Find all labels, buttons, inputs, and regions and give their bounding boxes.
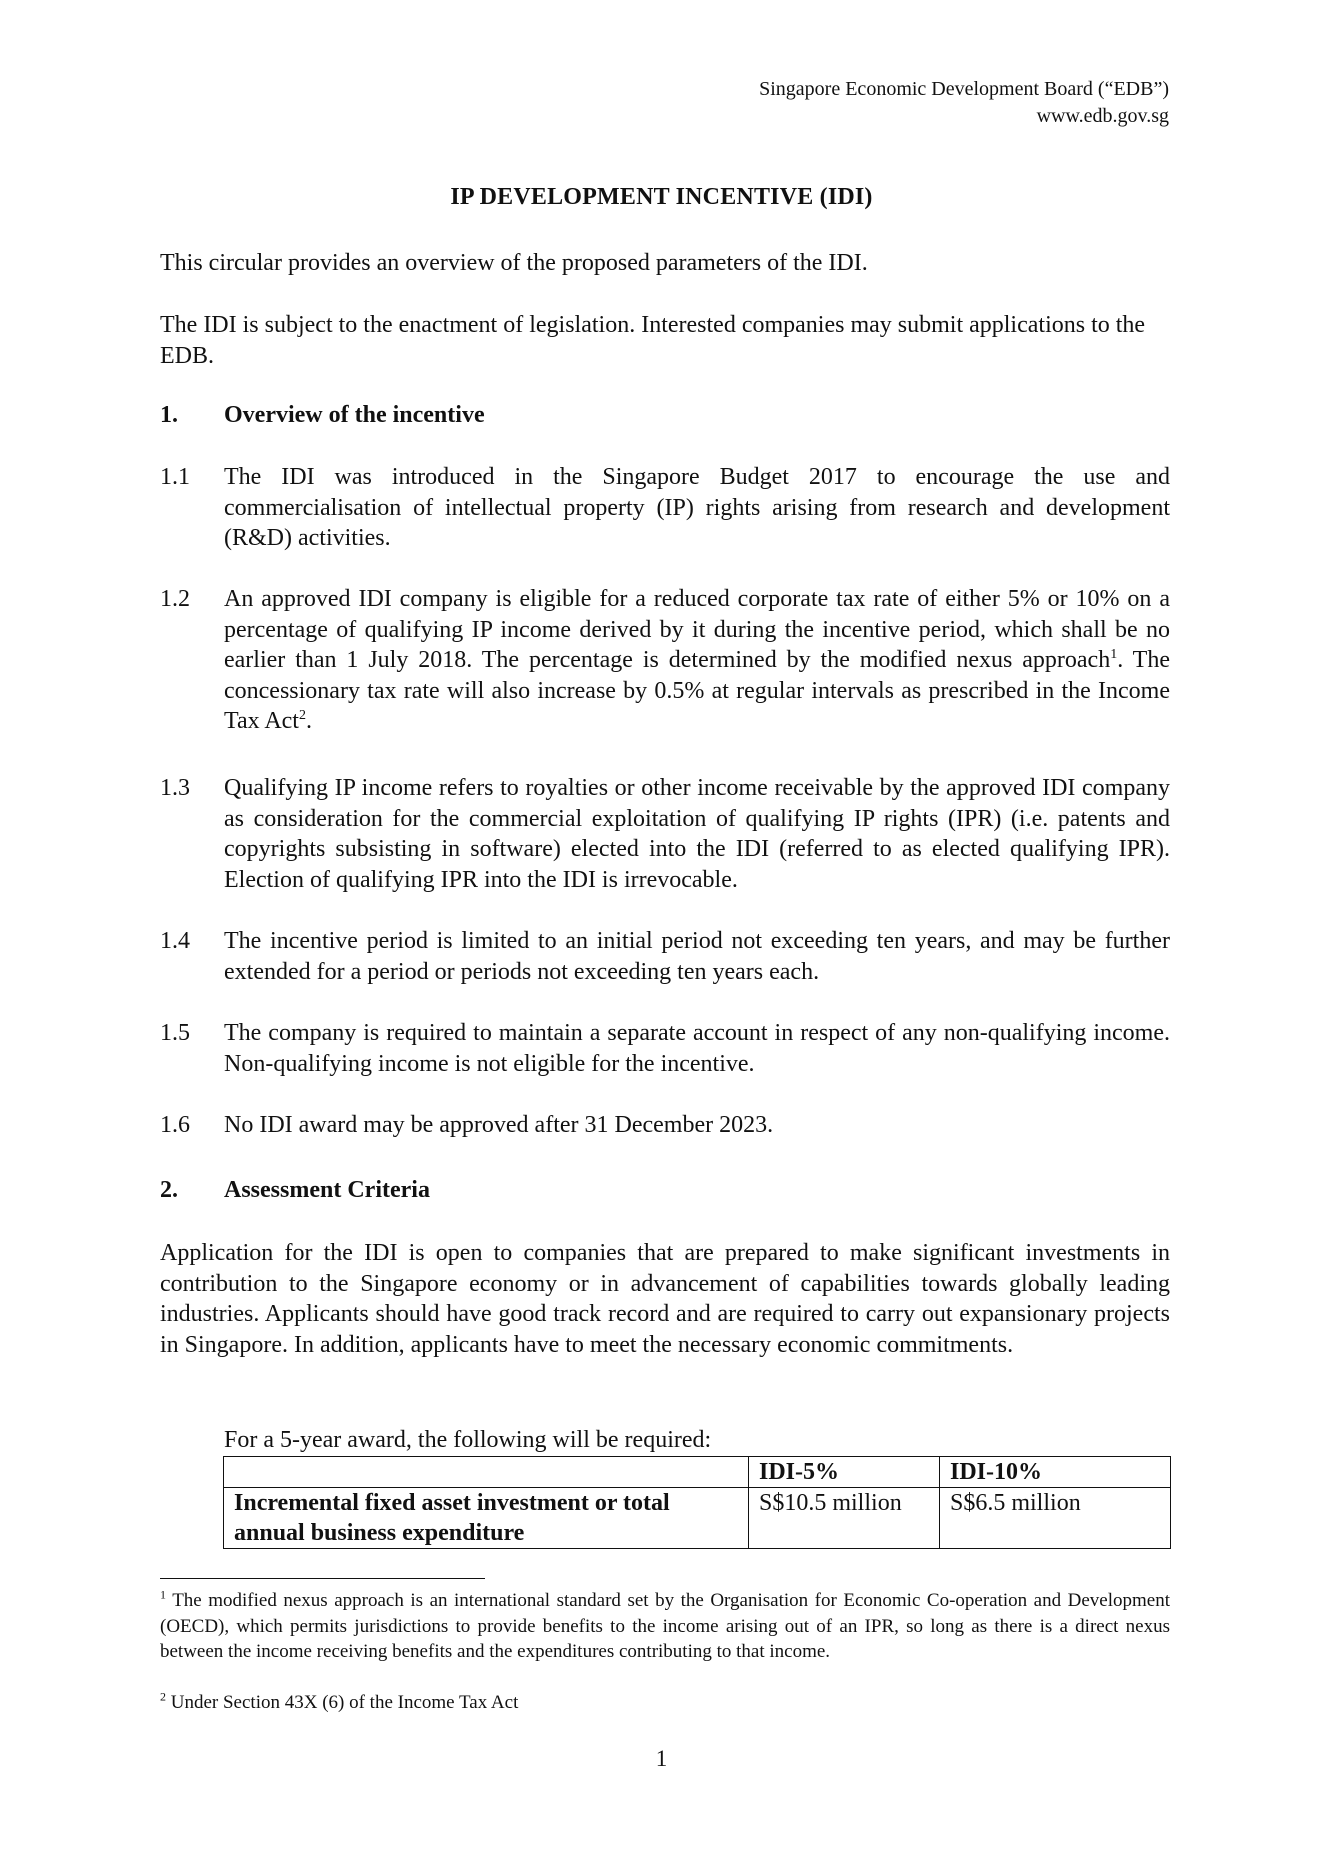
item-1-2-text bbox=[224, 584, 1170, 737]
page-header bbox=[759, 76, 1169, 130]
footnote-2-text: Under Section 43X (6) of the Income Tax Act bbox=[170, 1692, 519, 1713]
table-header-idi-5: IDI-5% bbox=[749, 1457, 940, 1488]
table-row bbox=[224, 1488, 1171, 1549]
header-url: www.edb.gov.sg bbox=[1036, 105, 1169, 127]
item-1-2-text-c: . bbox=[305, 708, 312, 734]
footnote-2 bbox=[160, 1690, 1170, 1716]
item-1-4-text: The incentive period is limited to an initial period not exceeding ten years, and may be further extended for a period or periods not exceeding ten years each. bbox=[224, 928, 1170, 985]
item-1-5-text: The company is required to maintain a separate account in respect of any non-qualifying income. Non-qualifying income is not eligible for the incentive. bbox=[224, 1020, 1170, 1077]
item-1-6-text: No IDI award may be approved after 31 December 2023. bbox=[224, 1112, 774, 1138]
table-header-row bbox=[224, 1457, 1171, 1488]
header-org: Singapore Economic Development Board (“EDB”) bbox=[759, 78, 1169, 100]
table-cell-criterion: Incremental fixed asset investment or total annual business expenditure bbox=[224, 1488, 749, 1549]
footnote-2-mark: 2 bbox=[160, 1689, 166, 1704]
item-1-2-text-b: . The concessionary tax rate will also increase by 0.5% at regular intervals as prescribed in the Income Tax Act bbox=[224, 647, 1170, 734]
footnote-separator bbox=[160, 1578, 485, 1579]
item-1-5-number: 1.5 bbox=[160, 1020, 190, 1046]
section-2-number: 2. bbox=[160, 1177, 178, 1203]
table-header-blank bbox=[224, 1457, 749, 1488]
section-1-number: 1. bbox=[160, 402, 178, 428]
table-header-idi-10: IDI-10% bbox=[940, 1457, 1171, 1488]
footnote-1 bbox=[160, 1588, 1170, 1665]
table-cell-idi-10-value: S$6.5 million bbox=[940, 1488, 1171, 1549]
item-1-6-number: 1.6 bbox=[160, 1112, 190, 1138]
item-1-2-number: 1.2 bbox=[160, 586, 190, 612]
document-title: IP DEVELOPMENT INCENTIVE (IDI) bbox=[450, 184, 873, 210]
item-1-1-text: The IDI was introduced in the Singapore Budget 2017 to encourage the use and commercialisation of intellectual property (IP) rights arising from research and development (R&D) activities. bbox=[224, 464, 1170, 551]
intro-paragraph-1: This circular provides an overview of the proposed parameters of the IDI. bbox=[160, 250, 868, 276]
item-1-1-number: 1.1 bbox=[160, 464, 190, 490]
requirements-table bbox=[223, 1456, 1171, 1549]
intro-paragraph-2: The IDI is subject to the enactment of legislation. Interested companies may submit applications to the EDB. bbox=[160, 312, 1146, 369]
footnote-ref-2: 2 bbox=[298, 708, 306, 723]
footnote-ref-1: 1 bbox=[1110, 647, 1118, 662]
footnote-1-text: The modified nexus approach is an international standard set by the Organisation for Economic Co-operation and Development (OECD), which permits jurisdictions to provide benefits to the income arising out of an IPR, so long as there is a direct nexus between the income receiving benefits and the expenditures contributing to that income. bbox=[160, 1590, 1170, 1662]
item-1-3-number: 1.3 bbox=[160, 775, 190, 801]
item-1-4-number: 1.4 bbox=[160, 928, 190, 954]
table-cell-idi-5-value: S$10.5 million bbox=[749, 1488, 940, 1549]
footnote-1-mark: 1 bbox=[160, 1587, 166, 1602]
section-2-body: Application for the IDI is open to companies that are prepared to make significant investments in contribution to the Singapore economy or in advancement of capabilities towards globally leading industries. Applicants should have good track record and are required to carry out expansionary projects in Singapore. In addition, applicants have to meet the necessary economic commitments. bbox=[160, 1240, 1170, 1358]
section-2-title: Assessment Criteria bbox=[224, 1177, 430, 1203]
table-intro: For a 5-year award, the following will be required: bbox=[224, 1427, 712, 1453]
page-number: 1 bbox=[655, 1746, 668, 1771]
item-1-2-text-a: An approved IDI company is eligible for a reduced corporate tax rate of either 5% or 10% on a percentage of qualifying IP income derived by it during the incentive period, which shall be no earlier than 1 July 2018. The percentage is determined by the modified nexus approach bbox=[224, 586, 1170, 673]
section-1-title: Overview of the incentive bbox=[224, 402, 485, 428]
item-1-3-text: Qualifying IP income refers to royalties or other income receivable by the approved IDI company as consideration for the commercial exploitation of qualifying IP rights (IPR) (i.e. patents and copyrights subsisting in software) elected into the IDI (referred to as elected qualifying IPR). Election of qualifying IPR into the IDI is irrevocable. bbox=[224, 775, 1170, 893]
